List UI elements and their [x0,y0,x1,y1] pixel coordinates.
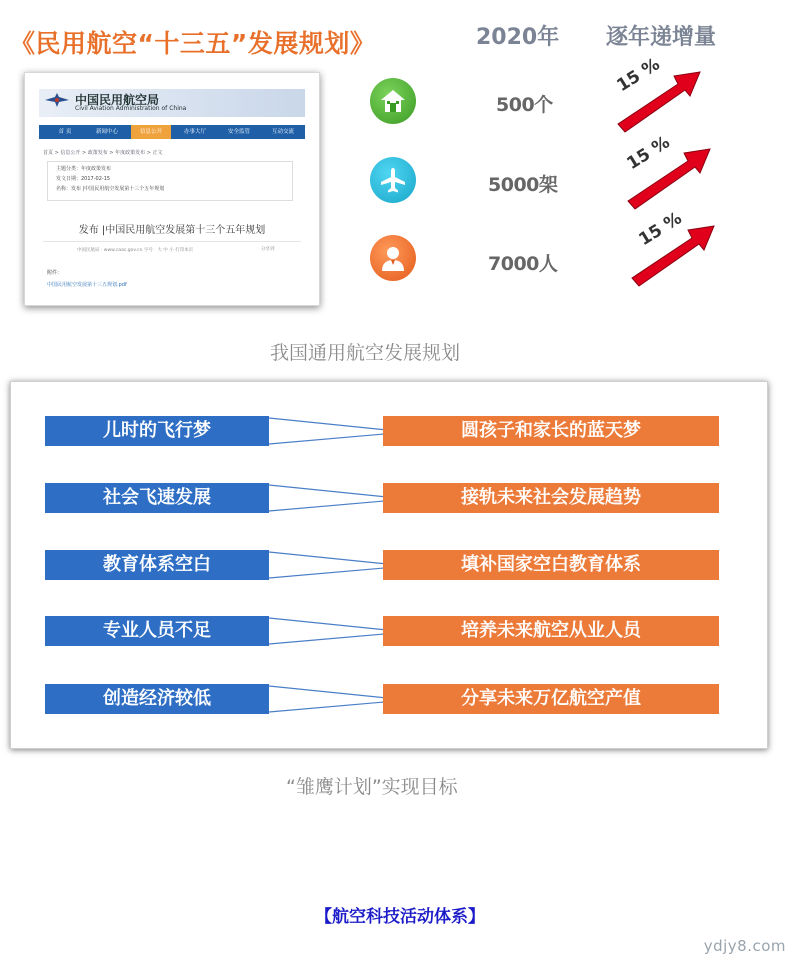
stat-count: 7000人 [488,253,558,275]
problem-box: 创造经济较低 [45,684,269,714]
site-share[interactable]: 分享到 [261,247,275,252]
house-icon [379,87,407,115]
site-document-meta: 中国民航局 · www.caac.gov.cn 字号：大 中 小 打印本页 [77,248,194,253]
site-info-line: 名称：发布 |中国民用航空发展第十三个五年规划 [56,186,165,192]
site-attachment-label: 附件： [47,270,63,276]
site-nav-bar [39,125,305,139]
problem-box: 专业人员不足 [45,616,269,646]
airplane-icon-badge [370,157,416,203]
site-nav-item-active[interactable]: 信息公开 [131,125,171,139]
stat-count: 5000架 [488,174,558,196]
goal-box: 分享未来万亿航空产值 [383,684,719,714]
caption-eaglet-plan: “雏鹰计划”实现目标 [286,776,458,798]
site-org-name: 中国民用航空局 [75,93,160,107]
caption-general-aviation: 我国通用航空发展规划 [270,342,461,364]
goal-box: 培养未来航空从业人员 [383,616,719,646]
person-icon [379,244,407,272]
section-title: 【航空科技活动体系】 [315,907,485,927]
goal-mapping-panel [10,381,768,749]
house-icon-badge [370,78,416,124]
increase-label: 15 % [635,208,686,250]
divider [43,241,301,242]
goal-box: 填补国家空白教育体系 [383,550,719,580]
increase-label: 15 % [613,54,664,96]
stat-count: 500个 [496,94,553,116]
increase-label: 15 % [623,132,674,174]
problem-box: 儿时的飞行梦 [45,416,269,446]
problem-box: 社会飞速发展 [45,483,269,513]
site-nav-item[interactable]: 首 页 [58,129,72,135]
site-nav-item[interactable]: 新闻中心 [95,129,118,135]
caac-website-screenshot [24,72,320,306]
watermark: ydjy8.com [703,937,786,955]
problem-box: 教育体系空白 [45,550,269,580]
site-info-line: 发文日期：2017-02-15 [56,176,111,182]
site-breadcrumb: 首页 > 信息公开 > 政策发布 > 年度政策发布 > 正文 [43,150,163,156]
airplane-icon [379,166,407,194]
site-nav-item[interactable]: 安全监管 [227,129,250,135]
site-info-box [47,161,293,201]
goal-box: 接轨未来社会发展趋势 [383,483,719,513]
caac-logo-icon [45,93,69,107]
goal-box: 圆孩子和家长的蓝天梦 [383,416,719,446]
page-title: 《民用航空“十三五”发展规划》 [10,29,376,58]
site-nav-item[interactable]: 办事大厅 [183,129,206,135]
site-attachment-link[interactable]: 中国民用航空发展第十三五规划.pdf [47,282,127,288]
person-icon-badge [370,235,416,281]
site-info-line: 主题分类：年度政策发布 [56,166,112,172]
column-header-year: 2020年 [476,25,560,50]
site-document-title: 发布 |中国民用航空发展第十三个五年规划 [78,225,266,236]
site-org-name-en: Civil Aviation Administration of China [75,105,187,112]
column-header-increase: 逐年递增量 [606,25,717,50]
site-nav-item[interactable]: 互动交流 [271,129,294,135]
